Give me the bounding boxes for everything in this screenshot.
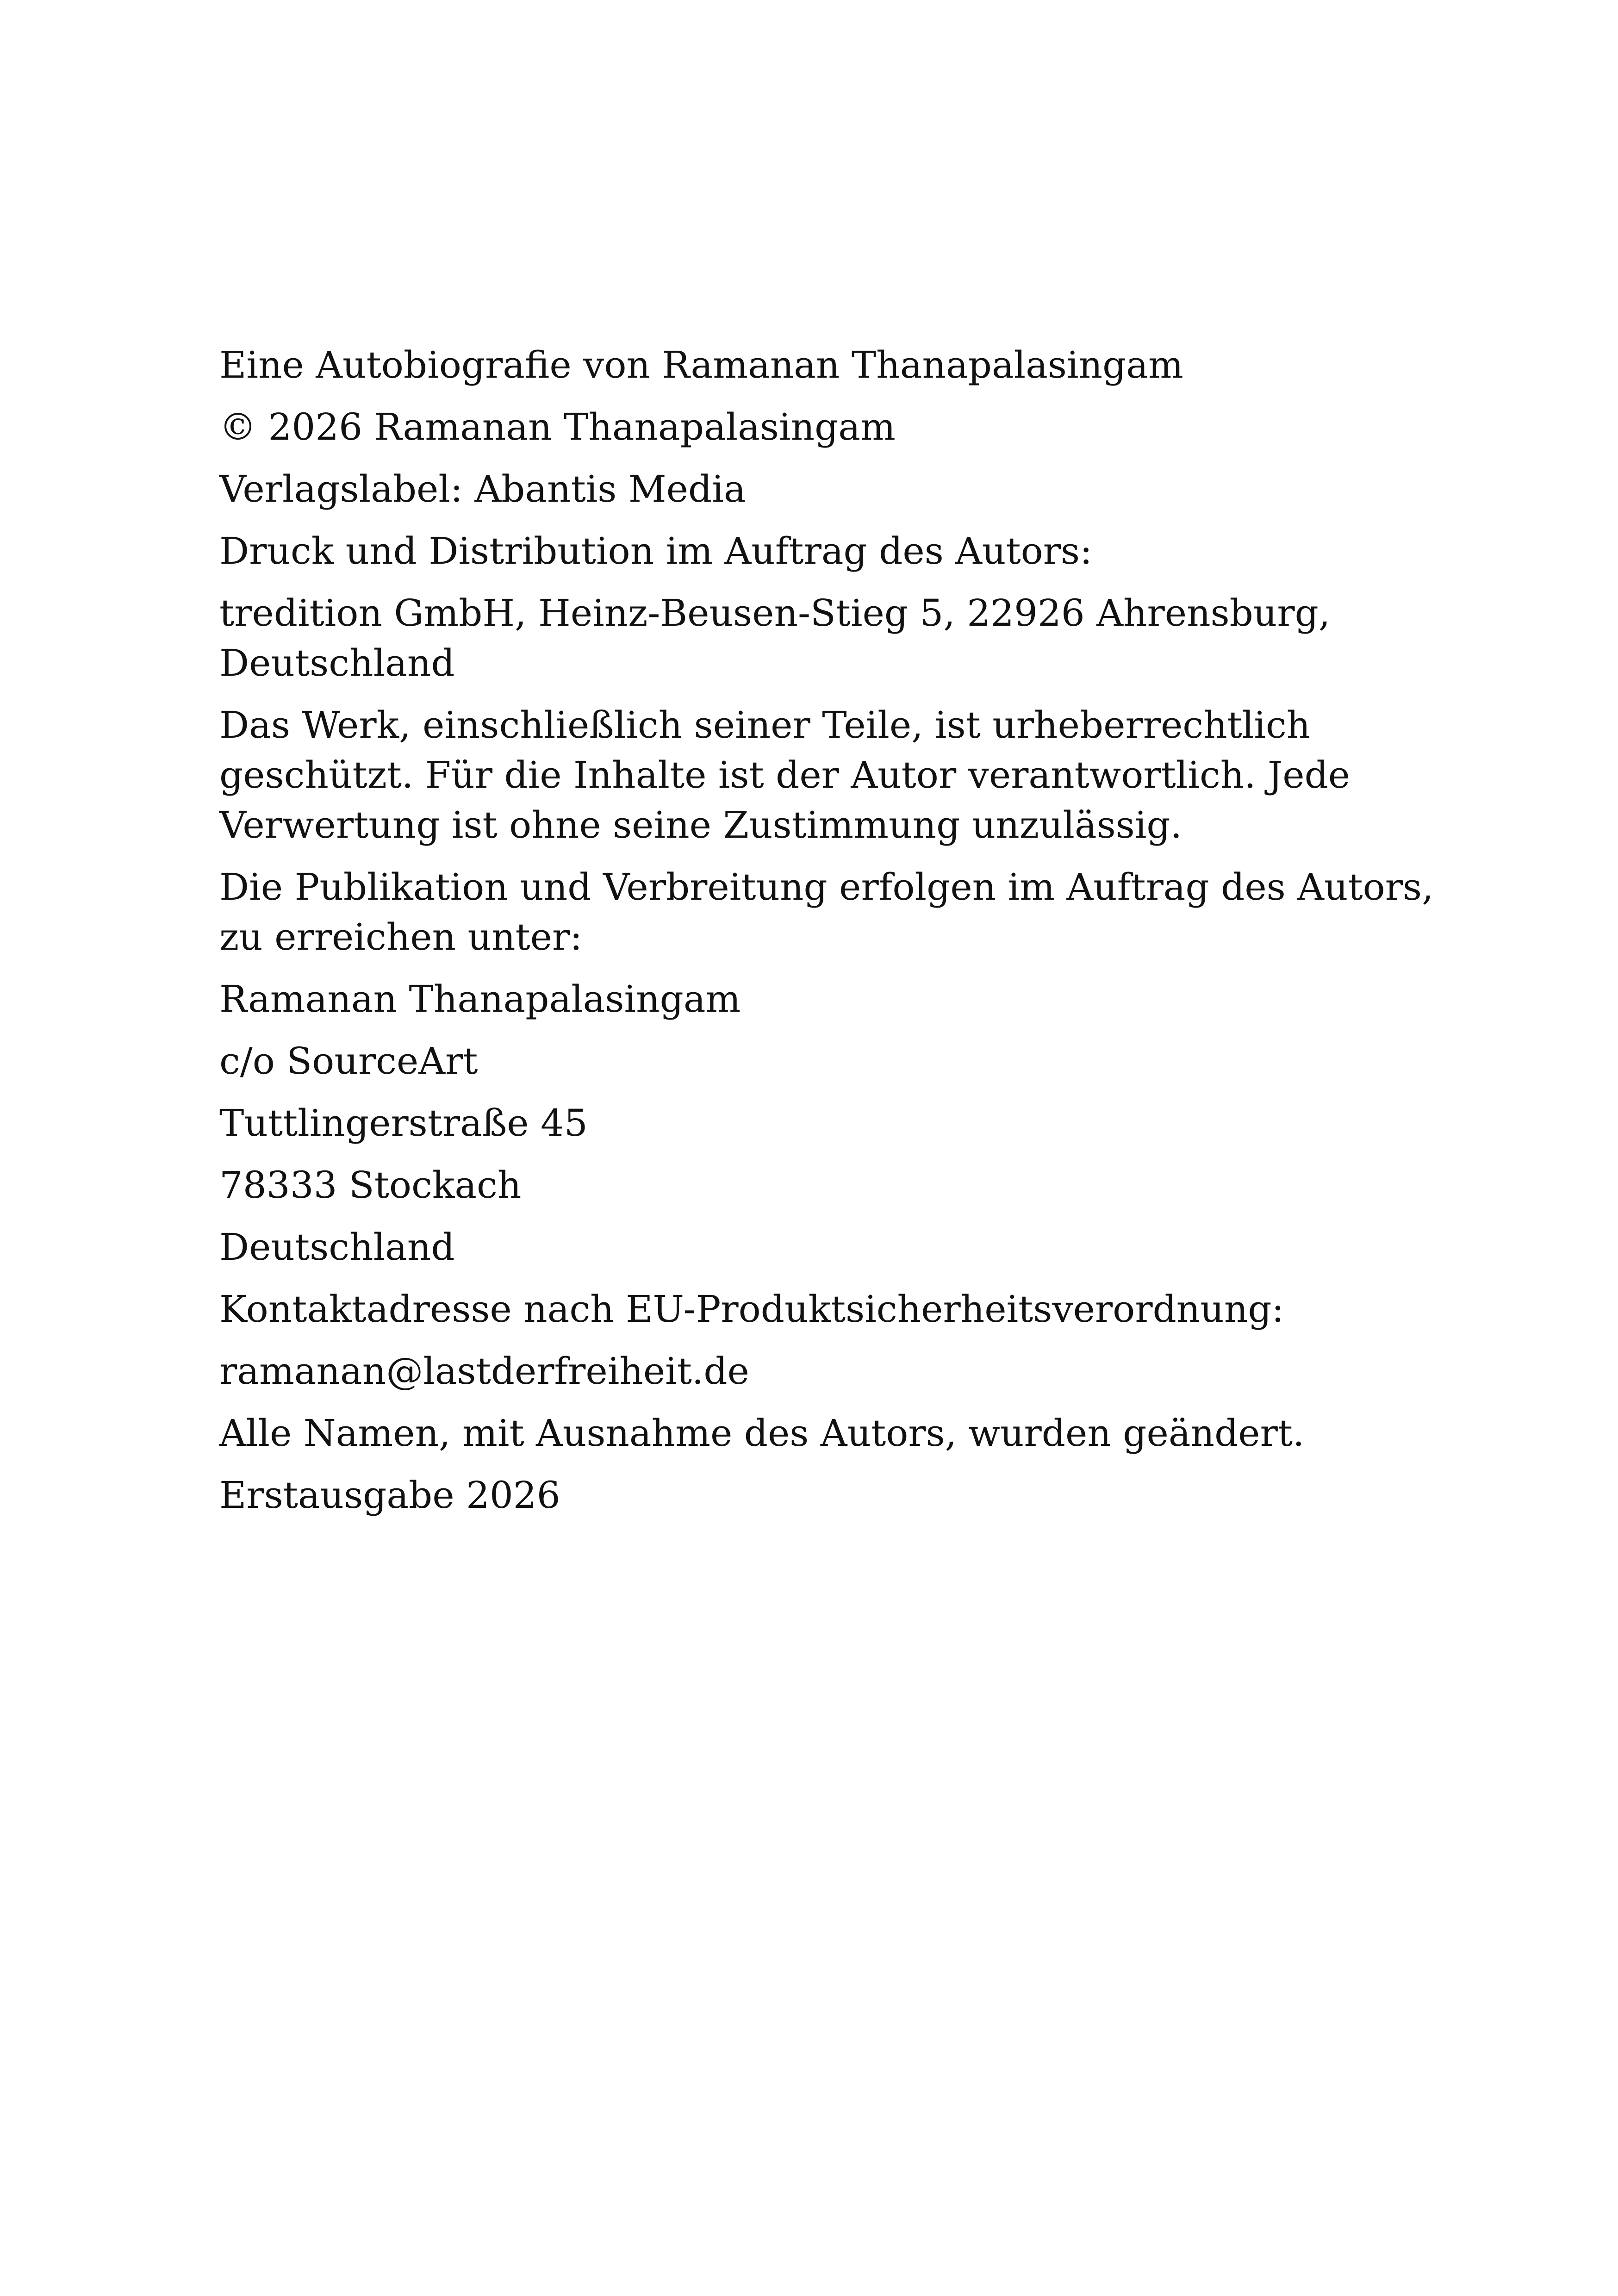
copyright-notice: Das Werk, einschließlich seiner Teile, ist urheberrechtlich geschützt. Für die Inhalte ist der Autor verantwortlich. Jede Verwertung ist ohne seine Zustimmung unzulässig.	[219, 703, 1350, 846]
publisher-label: Verlagslabel: Abantis Media	[219, 467, 746, 510]
distribution-heading: Druck und Distribution im Auftrag des Autors:	[219, 529, 1093, 572]
safety-regulation-heading: Kontaktadresse nach EU-Produktsicherheitsverordnung:	[219, 1288, 1284, 1331]
publication-notice: Die Publikation und Verbreitung erfolgen im Auftrag des Autors, zu erreichen unter:	[219, 865, 1434, 958]
book-description: Eine Autobiografie von Ramanan Thanapalasingam	[219, 343, 1183, 386]
copyright-line: © 2026 Ramanan Thanapalasingam	[219, 405, 896, 448]
imprint-block	[219, 340, 1441, 1532]
contact-email: ramanan@lastderfreiheit.de	[219, 1350, 749, 1393]
contact-country: Deutschland	[219, 1226, 455, 1269]
distributor-address: tredition GmbH, Heinz-Beusen-Stieg 5, 22926 Ahrensburg, Deutschland	[219, 591, 1331, 684]
names-changed-notice: Alle Namen, mit Ausnahme des Autors, wurden geändert.	[219, 1412, 1305, 1455]
edition-line: Erstausgabe 2026	[219, 1474, 560, 1517]
contact-city: 78333 Stockach	[219, 1164, 522, 1207]
contact-street: Tuttlingerstraße 45	[219, 1101, 588, 1145]
contact-care-of: c/o SourceArt	[219, 1039, 478, 1083]
contact-name: Ramanan Thanapalasingam	[219, 977, 741, 1020]
